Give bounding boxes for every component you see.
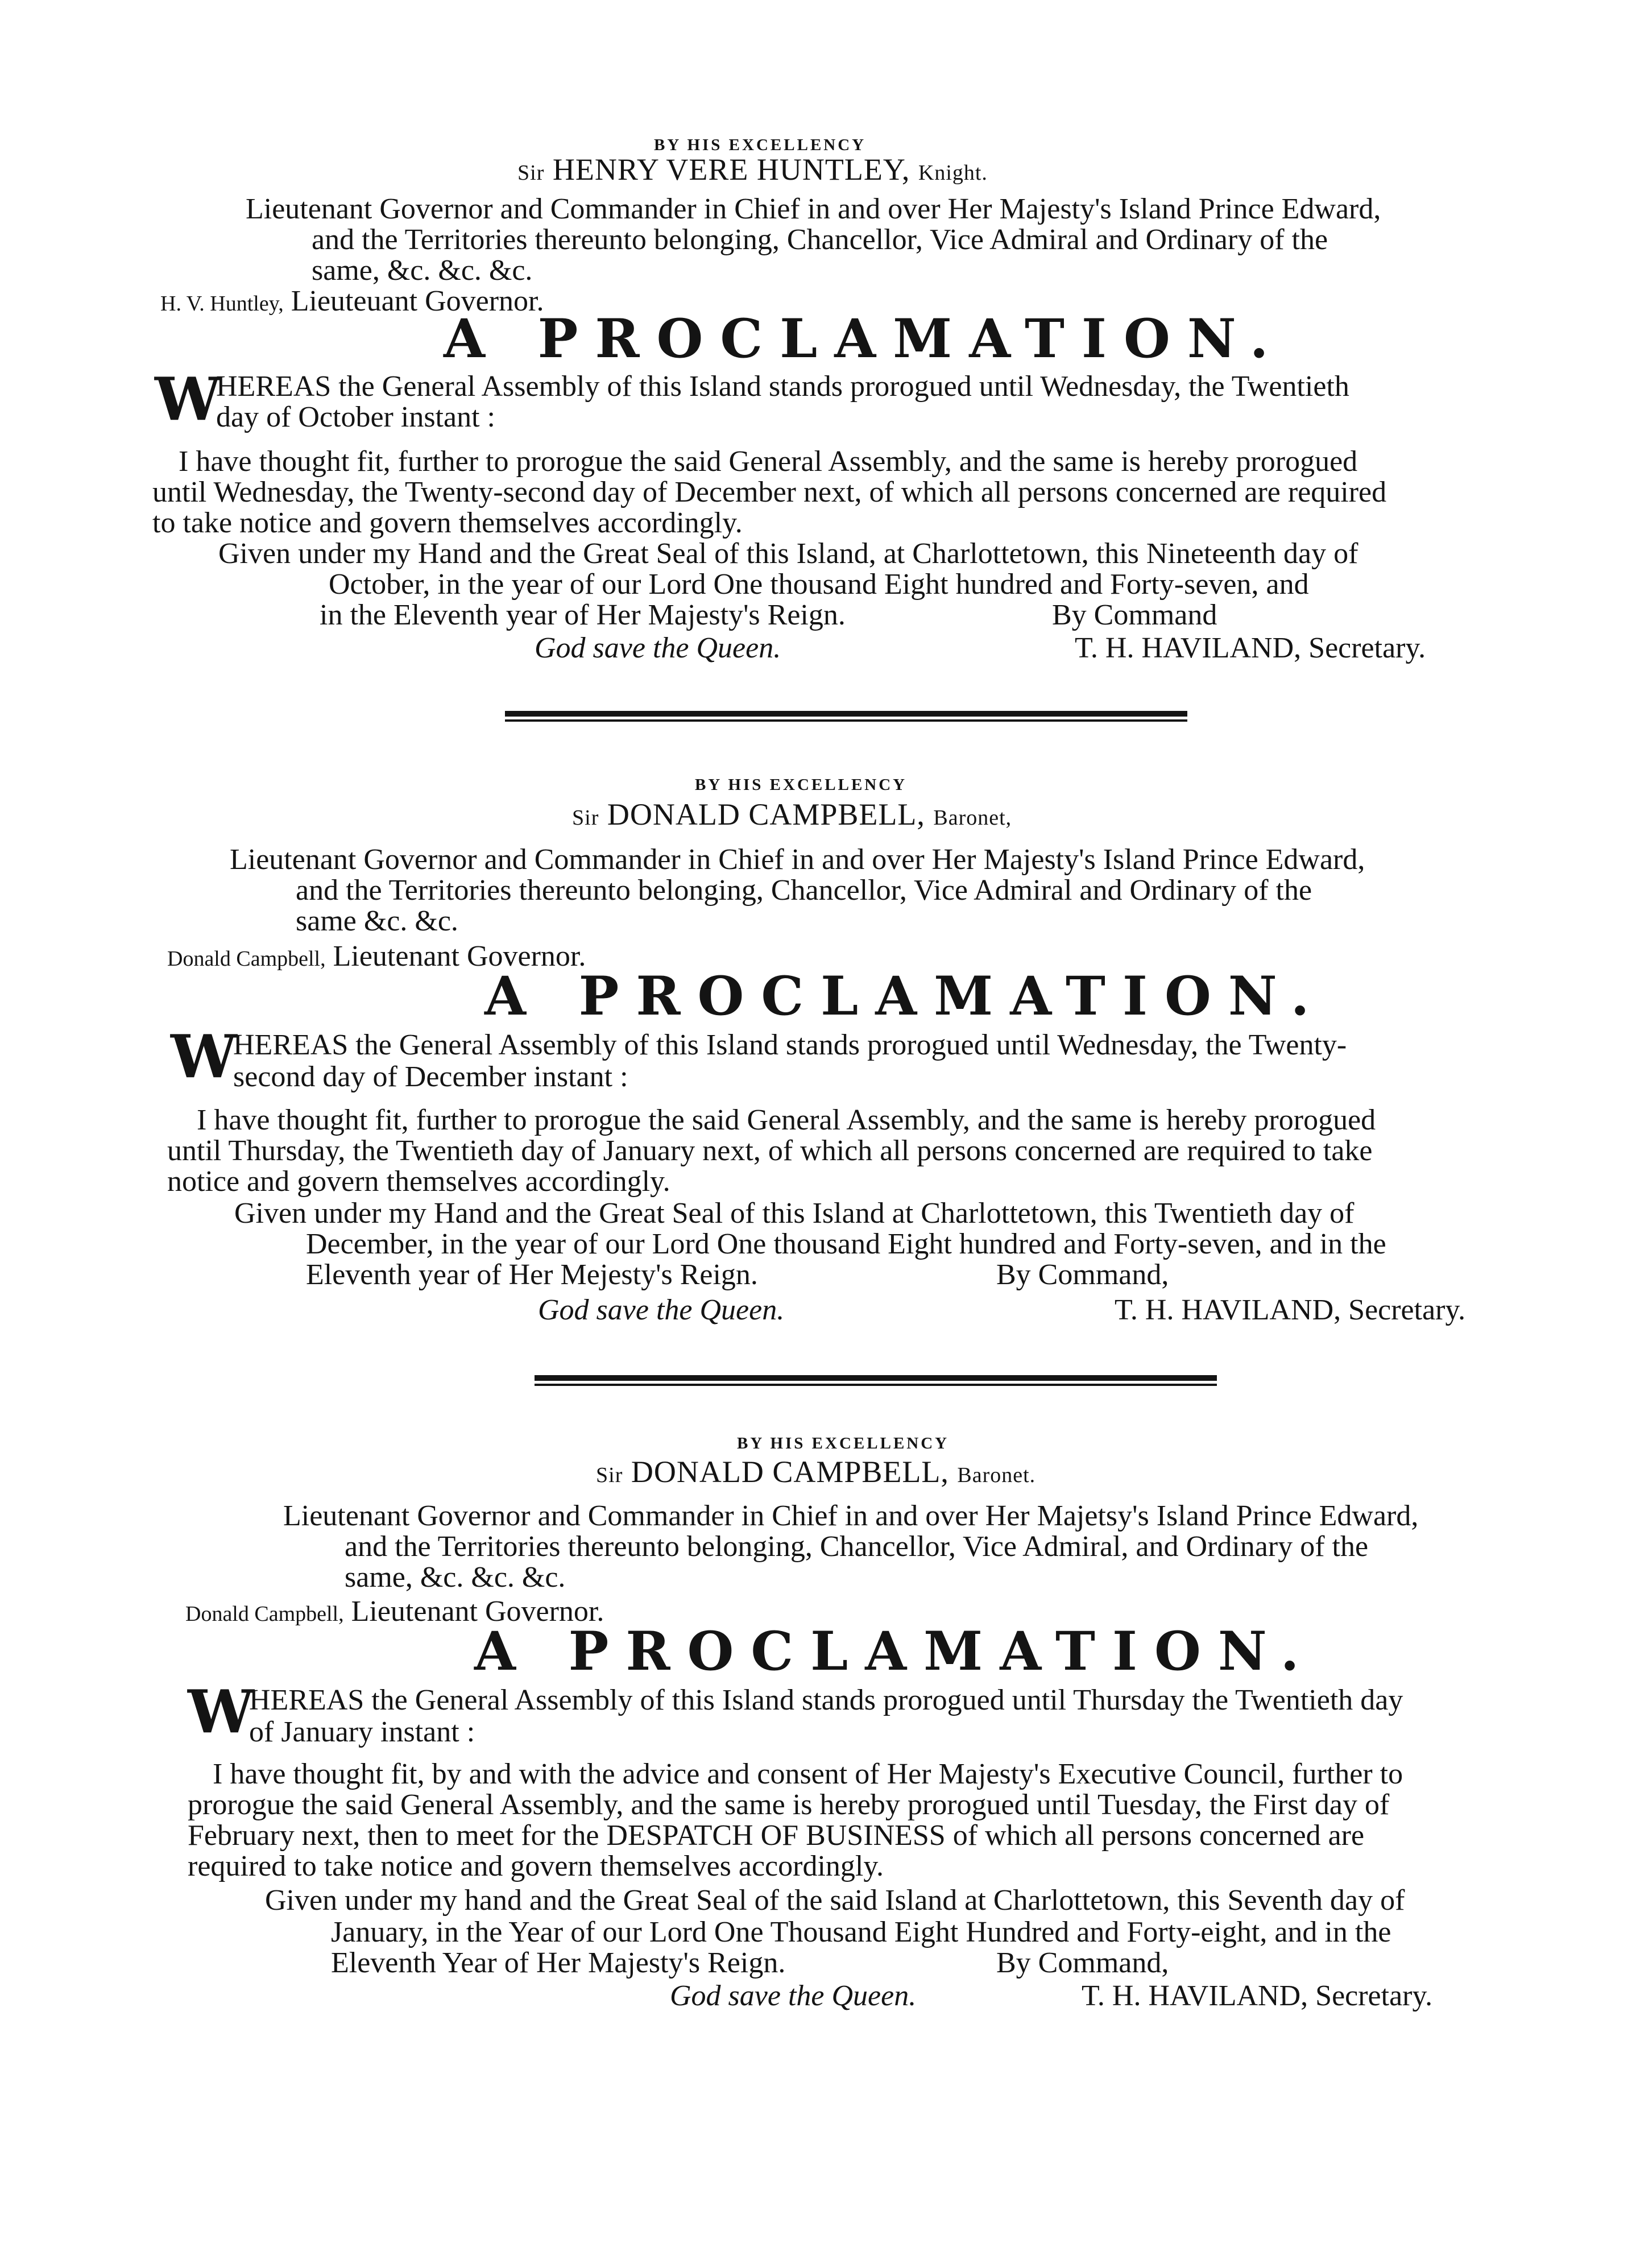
body-line: I have thought fit, by and with the advice and consent of Her Majesty's Executive Council, further to bbox=[213, 1758, 1403, 1790]
by-command: By Command bbox=[1052, 599, 1217, 631]
given-line: October, in the year of our Lord One thousand Eight hundred and Forty-seven, and bbox=[329, 568, 1309, 601]
proclamation-title: A PROCLAMATION. bbox=[444, 308, 1286, 370]
office-line: and the Territories thereunto belonging, Chancellor, Vice Admiral and Ordinary of the bbox=[296, 874, 1312, 907]
signature-role: Lieutenant Governor. bbox=[351, 1595, 604, 1628]
whereas-line: HEREAS the General Assembly of this Island stands prorogued until Wednesday, the Twenty- bbox=[233, 1029, 1347, 1061]
name-main: DONALD CAMPBELL, bbox=[607, 797, 925, 831]
name-main: HENRY VERE HUNTLEY, bbox=[552, 152, 910, 187]
given-line: Eleventh year of Her Mejesty's Reign. bbox=[306, 1259, 758, 1291]
by-command: By Command, bbox=[996, 1947, 1169, 1979]
name-main: DONALD CAMPBELL, bbox=[631, 1455, 949, 1489]
drop-cap-initial: W bbox=[188, 1677, 254, 1746]
signature-name: Donald Campbell, bbox=[167, 947, 326, 971]
governor-name-line bbox=[517, 152, 988, 190]
drop-cap-initial: W bbox=[155, 364, 221, 434]
body-line: required to take notice and govern themselves accordingly. bbox=[188, 1850, 884, 1882]
body-line: until Wednesday, the Twenty-second day of December next, of which all persons concerned are required bbox=[152, 476, 1387, 508]
section-divider bbox=[505, 711, 1187, 723]
section-divider bbox=[535, 1375, 1217, 1388]
drop-cap-initial: W bbox=[171, 1021, 237, 1091]
office-line: same, &c. &c. &c. bbox=[312, 254, 533, 287]
given-line: Given under my Hand and the Great Seal of this Island, at Charlottetown, this Nineteenth day of bbox=[218, 537, 1358, 570]
office-line: and the Territories thereunto belonging, Chancellor, Vice Admiral, and Ordinary of the bbox=[345, 1530, 1369, 1563]
office-line: Lieutenant Governor and Commander in Chief in and over Her Majesty's Island Prince Edward, bbox=[230, 843, 1365, 876]
body-line: February next, then to meet for the DESPATCH OF BUSINESS of which all persons concerned are bbox=[188, 1819, 1365, 1852]
god-save-the-queen: God save the Queen. bbox=[538, 1294, 785, 1326]
given-line: January, in the Year of our Lord One Thousand Eight Hundred and Forty-eight, and in the bbox=[331, 1916, 1391, 1948]
governor-name-line bbox=[572, 797, 1012, 835]
secretary-signature: T. H. HAVILAND, Secretary. bbox=[1115, 1294, 1466, 1326]
proclamation-title: A PROCLAMATION. bbox=[474, 1620, 1316, 1683]
name-title: Knight. bbox=[918, 161, 988, 185]
body-line: I have thought fit, further to prorogue the said General Assembly, and the same is hereby prorogued bbox=[197, 1104, 1376, 1136]
by-his-excellency: BY HIS EXCELLENCY bbox=[695, 776, 908, 794]
given-line: Given under my Hand and the Great Seal of this Island at Charlottetown, this Twentieth day of bbox=[234, 1197, 1355, 1230]
secretary-signature: T. H. HAVILAND, Secretary. bbox=[1075, 632, 1426, 664]
secretary-signature: T. H. HAVILAND, Secretary. bbox=[1082, 1980, 1433, 2012]
body-line: to take notice and govern themselves accordingly. bbox=[152, 507, 743, 539]
by-his-excellency: BY HIS EXCELLENCY bbox=[654, 136, 867, 154]
given-line: Eleventh Year of Her Majesty's Reign. bbox=[331, 1947, 786, 1979]
signature-role: Lieuteuant Governor. bbox=[291, 285, 544, 317]
body-line: notice and govern themselves accordingly. bbox=[167, 1165, 670, 1198]
god-save-the-queen: God save the Queen. bbox=[535, 632, 781, 664]
signature-name: Donald Campbell, bbox=[185, 1602, 344, 1626]
given-line: December, in the year of our Lord One thousand Eight hundred and Forty-seven, and in the bbox=[306, 1228, 1386, 1260]
name-title: Baronet, bbox=[933, 806, 1012, 830]
whereas-line: of January instant : bbox=[249, 1716, 475, 1748]
given-line: in the Eleventh year of Her Majesty's Reign. bbox=[320, 599, 846, 631]
whereas-line: HEREAS the General Assembly of this Island stands prorogued until Wednesday, the Twentieth bbox=[216, 370, 1349, 403]
office-line: same &c. &c. bbox=[296, 905, 458, 937]
whereas-line: second day of December instant : bbox=[233, 1061, 628, 1093]
body-line: prorogue the said General Assembly, and the same is hereby prorogued until Tuesday, the First day of bbox=[188, 1789, 1390, 1821]
name-prefix: Sir bbox=[596, 1463, 623, 1487]
name-prefix: Sir bbox=[572, 806, 599, 830]
by-his-excellency: BY HIS EXCELLENCY bbox=[737, 1434, 950, 1452]
office-line: Lieutenant Governor and Commander in Chief in and over Her Majetsy's Island Prince Edward, bbox=[283, 1500, 1419, 1532]
god-save-the-queen: God save the Queen. bbox=[670, 1980, 917, 2012]
proclamation-title: A PROCLAMATION. bbox=[484, 965, 1327, 1028]
office-line: Lieutenant Governor and Commander in Chief in and over Her Majesty's Island Prince Edward, bbox=[246, 193, 1381, 225]
given-line: Given under my hand and the Great Seal of the said Island at Charlottetown, this Seventh day of bbox=[265, 1884, 1405, 1917]
whereas-line: day of October instant : bbox=[216, 401, 495, 433]
governor-name-line bbox=[596, 1455, 1035, 1492]
name-prefix: Sir bbox=[517, 161, 545, 185]
by-command: By Command, bbox=[996, 1259, 1169, 1291]
whereas-line: HEREAS the General Assembly of this Island stands prorogued until Thursday the Twentieth day bbox=[249, 1684, 1403, 1716]
signature-role: Lieutenant Governor. bbox=[333, 940, 586, 972]
body-line: I have thought fit, further to prorogue the said General Assembly, and the same is hereby prorogued bbox=[179, 445, 1358, 478]
name-title: Baronet. bbox=[957, 1463, 1036, 1487]
body-line: until Thursday, the Twentieth day of January next, of which all persons concerned are required to take bbox=[167, 1135, 1373, 1167]
signature-name: H. V. Huntley, bbox=[160, 292, 284, 316]
office-line: and the Territories thereunto belonging, Chancellor, Vice Admiral and Ordinary of the bbox=[312, 224, 1328, 256]
office-line: same, &c. &c. &c. bbox=[345, 1561, 566, 1594]
